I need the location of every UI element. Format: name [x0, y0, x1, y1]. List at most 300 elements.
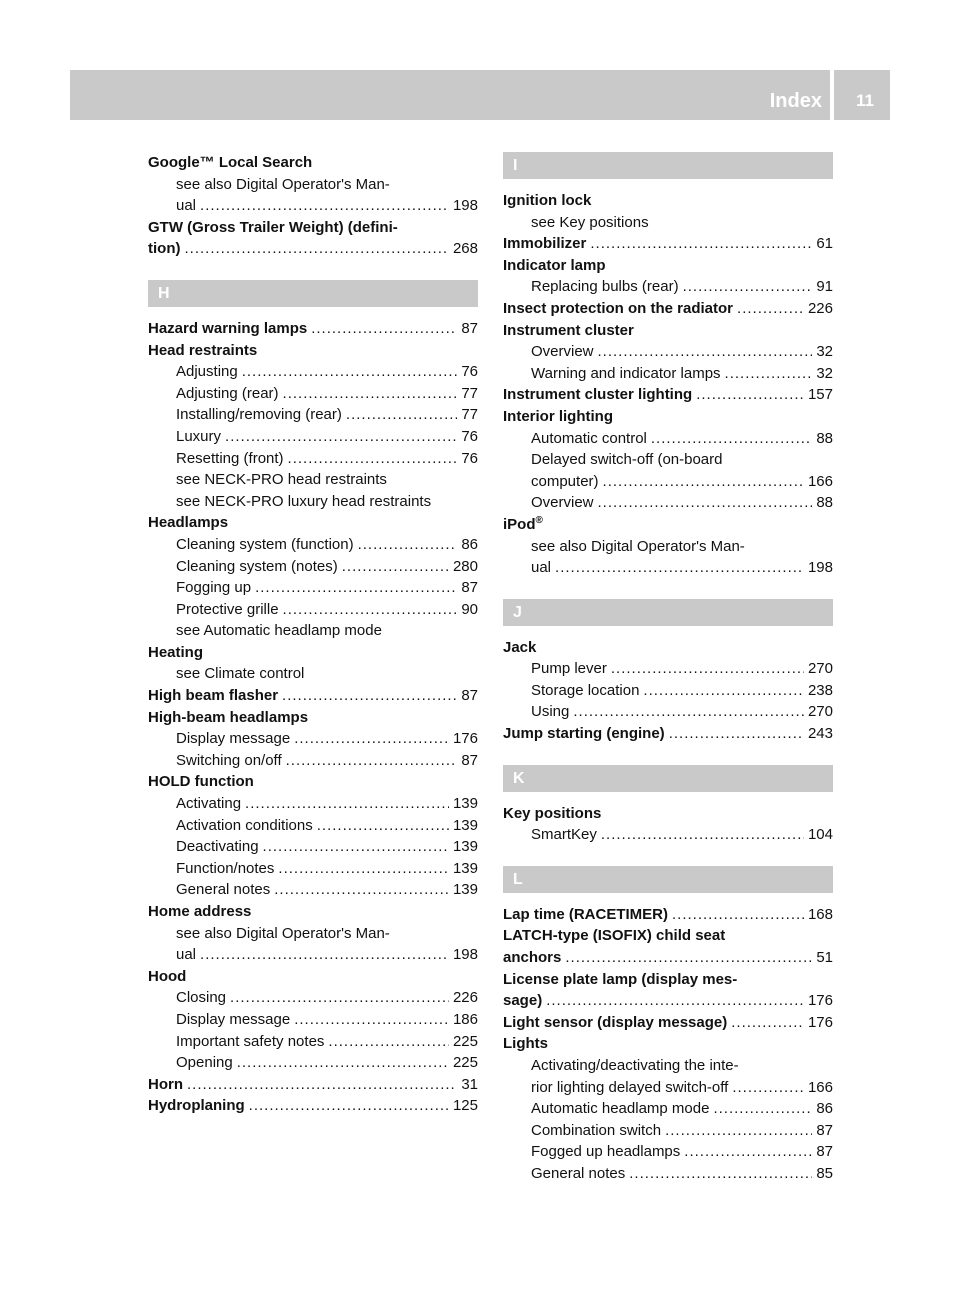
index-subentry	[148, 793, 478, 815]
index-subentry	[148, 663, 478, 685]
entry-text	[503, 803, 601, 825]
entry-text	[176, 383, 279, 405]
index-subentry	[503, 557, 833, 579]
index-subentry	[148, 815, 478, 837]
entry-label: Closing	[176, 989, 227, 1007]
entry-label: Hazard warning lamps	[148, 319, 308, 337]
page-ref: 280	[452, 557, 478, 575]
index-entry	[503, 1033, 833, 1055]
page-ref: 77	[461, 384, 478, 402]
entry-text	[503, 925, 725, 947]
entry-text	[531, 449, 722, 471]
entry-label: Switching on/off	[176, 751, 282, 769]
entry-label: GTW (Gross Trailer Weight) (defini-	[148, 218, 398, 236]
entry-label: Function/notes	[176, 859, 275, 877]
dot-leader	[286, 750, 458, 772]
page-ref: 125	[452, 1097, 478, 1115]
entry-label: see Climate control	[176, 665, 305, 683]
index-subentry	[148, 620, 478, 642]
dot-leader	[200, 944, 449, 966]
index-subentry	[148, 448, 478, 470]
page-ref: 270	[807, 660, 833, 678]
page-ref: 139	[452, 859, 478, 877]
page-ref: 90	[461, 600, 478, 618]
entry-label: LATCH-type (ISOFIX) child seat	[503, 927, 726, 945]
entry-label: Overview	[531, 343, 594, 361]
entry-text	[176, 534, 354, 556]
entry-label: rior lighting delayed switch-off	[531, 1078, 729, 1096]
dot-leader	[731, 1012, 804, 1034]
entry-text	[503, 298, 733, 320]
dot-leader	[665, 1120, 812, 1142]
entry-text	[176, 448, 284, 470]
dot-leader	[237, 1052, 449, 1074]
entry-label: Protective grille	[176, 600, 279, 618]
entry-label: Replacing bulbs (rear)	[531, 278, 679, 296]
entry-label: Resetting (front)	[176, 449, 284, 467]
index-subentry	[148, 836, 478, 858]
dot-leader	[598, 341, 813, 363]
entry-label: ual	[531, 559, 552, 577]
entry-label: Activating	[176, 795, 242, 813]
page-ref: 198	[452, 197, 478, 215]
entry-text	[148, 512, 228, 534]
entry-label: Light sensor (display message)	[503, 1013, 728, 1031]
index-subentry	[503, 1055, 833, 1077]
entry-label: Instrument cluster lighting	[503, 386, 693, 404]
header-divider	[830, 70, 834, 120]
dot-leader	[342, 556, 449, 578]
page-ref: 85	[816, 1164, 833, 1182]
page-ref: 176	[807, 992, 833, 1010]
page-ref: 139	[452, 795, 478, 813]
entry-label: Hydroplaning	[148, 1097, 245, 1115]
entry-text	[531, 1141, 680, 1163]
page-ref: 198	[807, 559, 833, 577]
entry-text	[531, 1055, 739, 1077]
index-column-left	[148, 152, 478, 1117]
entry-text	[531, 658, 607, 680]
page-ref: 87	[816, 1121, 833, 1139]
entry-label: sage)	[503, 992, 543, 1010]
entry-text	[176, 923, 390, 945]
entry-text	[148, 217, 398, 239]
entry-label: tion)	[148, 240, 181, 258]
entry-text	[503, 384, 692, 406]
index-subentry	[148, 361, 478, 383]
entry-label: Adjusting (rear)	[176, 384, 279, 402]
entry-label: Storage location	[531, 681, 640, 699]
entry-text	[148, 685, 278, 707]
index-subentry	[148, 879, 478, 901]
page-number: 11	[856, 91, 874, 110]
dot-leader	[713, 1098, 812, 1120]
page-header	[70, 70, 890, 120]
index-entry	[503, 298, 833, 320]
entry-text	[148, 1095, 245, 1117]
entry-label: High-beam headlamps	[148, 708, 309, 726]
dot-leader	[283, 383, 458, 405]
entry-text	[148, 318, 307, 340]
entry-text	[531, 428, 647, 450]
entry-label: see NECK-PRO head restraints	[176, 471, 387, 489]
page-ref: 226	[807, 299, 833, 317]
entry-text	[531, 363, 721, 385]
page-ref: 31	[461, 1075, 478, 1093]
section-header: K	[503, 765, 833, 792]
page-ref: 243	[807, 725, 833, 743]
index-entry	[148, 901, 478, 923]
index-subentry	[503, 680, 833, 702]
index-subentry	[148, 1052, 478, 1074]
page-ref: 87	[461, 319, 478, 337]
entry-label: General notes	[176, 881, 271, 899]
page-ref: 86	[816, 1100, 833, 1118]
dot-leader	[294, 728, 449, 750]
entry-label: Heating	[148, 643, 204, 661]
entry-label: HOLD function	[148, 773, 254, 791]
index-subentry	[148, 404, 478, 426]
index-subentry	[503, 658, 833, 680]
dot-leader	[187, 1074, 457, 1096]
index-entry	[503, 637, 833, 659]
index-entry	[503, 904, 833, 926]
dot-leader	[672, 904, 804, 926]
index-subentry	[503, 212, 833, 234]
entry-text	[176, 987, 226, 1009]
page-ref: 86	[461, 535, 478, 553]
page-ref: 51	[816, 949, 833, 967]
dot-leader	[590, 233, 812, 255]
index-subentry	[148, 1031, 478, 1053]
entry-text	[176, 815, 313, 837]
dot-leader	[328, 1031, 449, 1053]
entry-label: Display message	[176, 730, 291, 748]
entry-label: Instrument cluster	[503, 321, 634, 339]
entry-label: Pump lever	[531, 660, 607, 678]
index-subentry	[148, 469, 478, 491]
page-ref: 198	[452, 946, 478, 964]
entry-label: Installing/removing (rear)	[176, 406, 342, 424]
entry-text	[531, 492, 594, 514]
dot-leader	[283, 599, 458, 621]
dot-leader	[358, 534, 458, 556]
entry-text	[531, 536, 745, 558]
entry-text	[176, 663, 304, 685]
index-subentry	[148, 174, 478, 196]
page-ref: 32	[816, 364, 833, 382]
entry-label: General notes	[531, 1164, 626, 1182]
index-subentry	[148, 728, 478, 750]
index-entry	[148, 966, 478, 988]
dot-leader	[598, 492, 813, 514]
entry-label: Adjusting	[176, 363, 238, 381]
dot-leader	[611, 658, 804, 680]
page-ref: 226	[452, 989, 478, 1007]
entry-label: Ignition lock	[503, 192, 592, 209]
index-subentry	[503, 471, 833, 493]
entry-text	[531, 1120, 661, 1142]
entry-text	[503, 1012, 727, 1034]
index-subentry	[503, 449, 833, 471]
entry-text	[176, 728, 290, 750]
entry-text	[176, 426, 221, 448]
index-subentry	[148, 1009, 478, 1031]
entry-label: Automatic control	[531, 429, 647, 447]
entry-label: Warning and indicator lamps	[531, 364, 721, 382]
page-ref: 91	[816, 278, 833, 296]
index-entry	[503, 803, 833, 825]
page-ref: 76	[461, 427, 478, 445]
index-entry	[503, 969, 833, 991]
index-entry	[148, 318, 478, 340]
dot-leader	[603, 471, 804, 493]
index-entry	[148, 642, 478, 664]
dot-leader	[696, 384, 804, 406]
entry-text	[176, 750, 282, 772]
entry-label: Combination switch	[531, 1121, 662, 1139]
entry-label: Overview	[531, 494, 594, 512]
entry-label: Lap time (RACETIMER)	[503, 905, 668, 923]
entry-text	[176, 556, 338, 578]
entry-text	[176, 599, 279, 621]
dot-leader	[555, 557, 804, 579]
entry-text	[176, 1052, 233, 1074]
dot-leader	[255, 577, 457, 599]
entry-text	[176, 858, 274, 880]
index-entry	[148, 512, 478, 534]
entry-text	[148, 966, 186, 988]
dot-leader	[669, 723, 804, 745]
entry-text	[503, 190, 591, 212]
page-ref: 139	[452, 838, 478, 856]
index-entry	[503, 233, 833, 255]
index-entry	[148, 707, 478, 729]
section-header: J	[503, 599, 833, 626]
entry-text	[148, 1074, 183, 1096]
dot-leader	[317, 815, 449, 837]
entry-text	[531, 557, 551, 579]
header-title: Index	[769, 90, 822, 112]
index-subentry	[148, 750, 478, 772]
entry-text	[148, 238, 180, 260]
index-subentry	[148, 195, 478, 217]
index-entry	[148, 1074, 478, 1096]
entry-label: Activation conditions	[176, 816, 313, 834]
page-ref: 268	[452, 240, 478, 258]
entry-text	[531, 276, 679, 298]
dot-leader	[184, 238, 448, 260]
dot-leader	[294, 1009, 449, 1031]
index-subentry	[503, 824, 833, 846]
dot-leader	[230, 987, 449, 1009]
page-ref: 88	[816, 429, 833, 447]
page-ref: 61	[816, 235, 833, 253]
entry-label: ual	[176, 197, 197, 215]
index-entry	[148, 1095, 478, 1117]
entry-text	[531, 341, 594, 363]
dot-leader	[737, 298, 804, 320]
entry-label: Home address	[148, 903, 252, 920]
entry-label: Cleaning system (function)	[176, 535, 354, 553]
entry-text	[176, 1031, 324, 1053]
entry-text	[503, 723, 665, 745]
dot-leader	[245, 793, 449, 815]
page-ref: 238	[807, 681, 833, 699]
entry-text	[148, 152, 312, 174]
entry-text	[176, 577, 251, 599]
index-subentry	[148, 556, 478, 578]
entry-text	[176, 361, 238, 383]
entry-label: Deactivating	[176, 838, 259, 856]
dot-leader	[282, 685, 457, 707]
page-ref: 186	[452, 1010, 478, 1028]
entry-label: High beam flasher	[148, 687, 279, 705]
entry-label: Using	[531, 703, 570, 721]
entry-label: Display message	[176, 1010, 291, 1028]
entry-text	[503, 233, 586, 255]
page-ref: 166	[807, 472, 833, 490]
entry-text	[176, 879, 270, 901]
entry-text	[176, 836, 259, 858]
entry-label: see NECK-PRO luxury head restraints	[176, 492, 432, 510]
entry-text	[531, 1163, 625, 1185]
dot-leader	[225, 426, 457, 448]
index-subentry	[503, 536, 833, 558]
entry-label: ual	[176, 946, 197, 964]
index-subentry	[148, 599, 478, 621]
page-ref: 176	[452, 730, 478, 748]
dot-leader	[725, 363, 813, 385]
index-entry	[148, 771, 478, 793]
entry-text	[531, 701, 569, 723]
index-subentry	[148, 426, 478, 448]
index-entry	[503, 190, 833, 212]
entry-text	[148, 642, 203, 664]
index-subentry	[503, 701, 833, 723]
index-subentry	[503, 492, 833, 514]
entry-text	[503, 990, 542, 1012]
index-entry	[148, 685, 478, 707]
index-subentry	[148, 923, 478, 945]
entry-label: see also Digital Operator's Man-	[176, 924, 390, 942]
index-subentry	[148, 383, 478, 405]
dot-leader	[683, 276, 813, 298]
index-subentry	[503, 363, 833, 385]
dot-leader	[346, 404, 457, 426]
page-ref: 77	[461, 406, 478, 424]
dot-leader	[684, 1141, 812, 1163]
page-ref: 225	[452, 1032, 478, 1050]
dot-leader	[200, 195, 449, 217]
entry-label: Lights	[503, 1035, 548, 1053]
dot-leader	[651, 428, 812, 450]
index-subentry	[148, 944, 478, 966]
page-ref: 87	[461, 579, 478, 597]
page-ref: 87	[816, 1143, 833, 1161]
entry-text	[176, 620, 382, 642]
page-ref: 87	[461, 751, 478, 769]
entry-label: see also Digital Operator's Man-	[531, 537, 745, 555]
dot-leader	[288, 448, 458, 470]
dot-leader	[278, 858, 449, 880]
entry-label: anchors	[503, 949, 562, 967]
index-entry	[148, 152, 478, 174]
index-subentry	[503, 1163, 833, 1185]
entry-label: Fogged up headlamps	[531, 1143, 681, 1161]
dot-leader	[546, 990, 804, 1012]
entry-text	[531, 1077, 728, 1099]
entry-label: Insect protection on the radiator	[503, 299, 734, 317]
entry-text	[531, 471, 599, 493]
entry-label: Jack	[503, 638, 537, 656]
entry-label: Automatic headlamp mode	[531, 1100, 710, 1118]
page-ref: 76	[461, 363, 478, 381]
index-entry	[503, 406, 833, 428]
page-ref: 139	[452, 881, 478, 899]
entry-label: Interior lighting	[503, 407, 613, 425]
index-subentry	[148, 491, 478, 513]
entry-text	[176, 944, 196, 966]
index-entry	[503, 320, 833, 342]
entry-text	[531, 824, 597, 846]
index-entry	[148, 340, 478, 362]
dot-leader	[565, 947, 812, 969]
page-ref: 157	[807, 386, 833, 404]
page-ref: 168	[807, 905, 833, 923]
entry-text	[531, 1098, 709, 1120]
entry-label: License plate lamp (display mes-	[503, 970, 738, 988]
entry-text	[148, 340, 257, 362]
entry-label: Luxury	[176, 427, 222, 445]
entry-text	[148, 707, 308, 729]
index-subentry	[503, 1141, 833, 1163]
index-entry	[148, 238, 478, 260]
dot-leader	[573, 701, 804, 723]
dot-leader	[274, 879, 449, 901]
page-ref: 176	[807, 1013, 833, 1031]
index-entry	[503, 1012, 833, 1034]
dot-leader	[242, 361, 458, 383]
entry-label: see also Digital Operator's Man-	[176, 175, 390, 193]
entry-label: SmartKey	[531, 826, 597, 844]
page-ref: 166	[807, 1078, 833, 1096]
entry-text	[176, 491, 431, 513]
dot-leader	[643, 680, 804, 702]
entry-text	[503, 514, 543, 536]
index-subentry	[148, 858, 478, 880]
index-subentry	[503, 1098, 833, 1120]
entry-label: Key positions	[503, 804, 602, 822]
page-ref: 88	[816, 494, 833, 512]
entry-label: see Automatic headlamp mode	[176, 622, 382, 640]
index-entry	[503, 723, 833, 745]
index-column-right	[503, 152, 833, 1185]
dot-leader	[263, 836, 449, 858]
section-header: L	[503, 866, 833, 893]
entry-label: Google™ Local Search	[148, 154, 313, 171]
index-entry	[148, 217, 478, 239]
index-subentry	[503, 1077, 833, 1099]
registered-mark: ®	[535, 514, 543, 526]
entry-text	[148, 901, 251, 923]
entry-label: Important safety notes	[176, 1032, 325, 1050]
index-entry	[503, 255, 833, 277]
entry-label: Opening	[176, 1054, 233, 1072]
index-subentry	[503, 1120, 833, 1142]
entry-text	[503, 406, 613, 428]
entry-label: Fogging up	[176, 579, 252, 597]
